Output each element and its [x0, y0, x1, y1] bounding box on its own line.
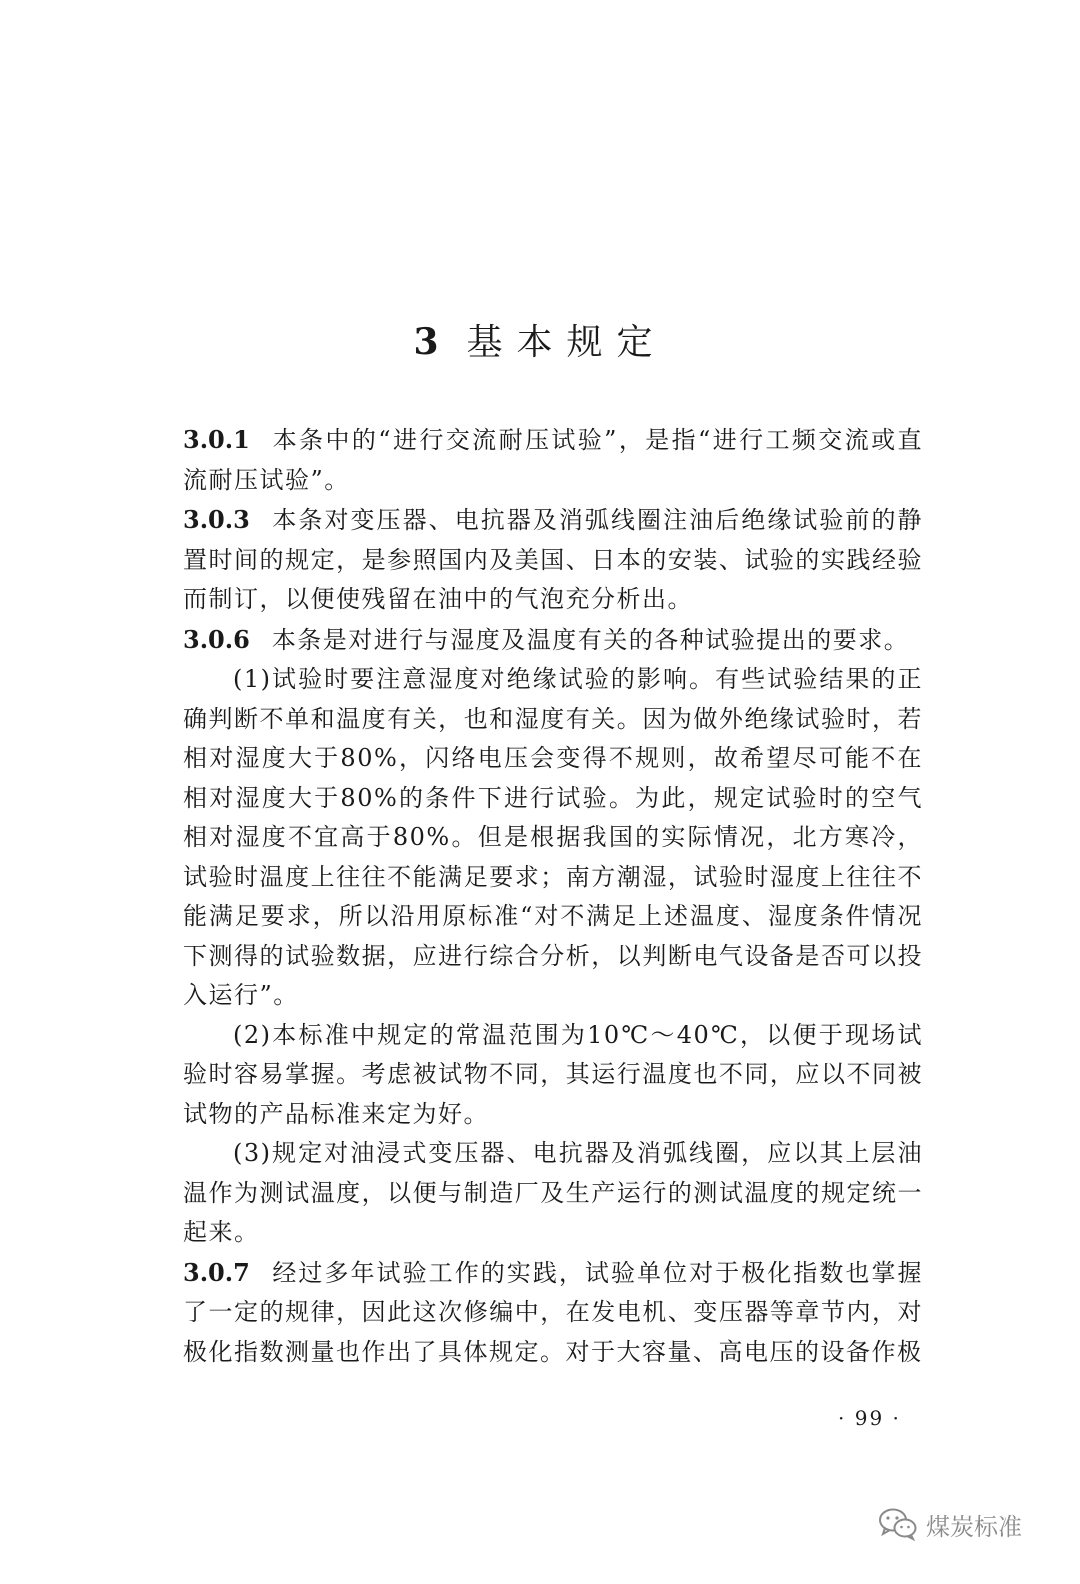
paragraph-2: (2)本标准中规定的常温范围为10℃～40℃，以便于现场试验时容易掌握。考虑被试物不同，其运行温度也不同，应以不同被试物的产品标准来定为好。 [183, 1020, 923, 1128]
clause-3-0-6 [183, 620, 923, 661]
paragraph-3: (3)规定对油浸式变压器、电抗器及消弧线圈，应以其上层油温作为测试温度，以便与制造厂及生产运行的测试温度的规定统一起来。 [183, 1139, 923, 1246]
watermark [878, 1504, 1022, 1544]
clause-number: 3.0.1 [183, 425, 250, 454]
chapter-title [0, 314, 1080, 365]
document-body [183, 420, 923, 1372]
clause-text: 本条是对进行与湿度及温度有关的各种试验提出的要求。 [271, 625, 910, 654]
clause-text: 本条对变压器、电抗器及消弧线圈注油后绝缘试验前的静置时间的规定，是参照国内及美国、日本的安装、试验的实践经验而制订，以便使残留在油中的气泡充分析出。 [183, 506, 923, 613]
clause-text: 本条中的“进行交流耐压试验”，是指“进行工频交流或直流耐压试验”。 [183, 426, 923, 494]
wechat-icon [878, 1507, 918, 1541]
clause-3-0-7 [183, 1253, 923, 1373]
page-number: · 99 · [838, 1406, 901, 1430]
paragraph-1: (1)试验时要注意湿度对绝缘试验的影响。有些试验结果的正确判断不单和温度有关，也和湿度有关。因为做外绝缘试验时，若相对湿度大于80%，闪络电压会变得不规则，故希望尽可能不在相对湿度大于80%的条件下进行试验。为此，规定试验时的空气相对湿度不宜高于80%。但是根据我国的实际情况，北方寒冷，试验时温度上往往不能满足要求；南方潮湿，试验时湿度上往往不能满足要求，所以沿用原标准“对不满足上述温度、湿度条件情况下测得的试验数据，应进行综合分析，以判断电气设备是否可以投入运行”。 [183, 665, 923, 1009]
clause-number: 3.0.7 [183, 1257, 250, 1287]
chapter-number: 3 [413, 321, 453, 364]
chapter-name: 基本规定 [466, 322, 667, 364]
clause-3-0-3 [183, 500, 923, 620]
clause-text: 经过多年试验工作的实践，试验单位对于极化指数也掌握了一定的规律，因此这次修编中，在发电机、变压器等章节内，对极化指数测量也作出了具体规定。对于大容量、高电压的设备作极 [183, 1258, 923, 1366]
clause-number: 3.0.3 [183, 505, 250, 534]
clause-3-0-1 [183, 420, 923, 500]
watermark-text: 煤炭标准 [926, 1512, 1022, 1541]
clause-number: 3.0.6 [183, 624, 250, 654]
